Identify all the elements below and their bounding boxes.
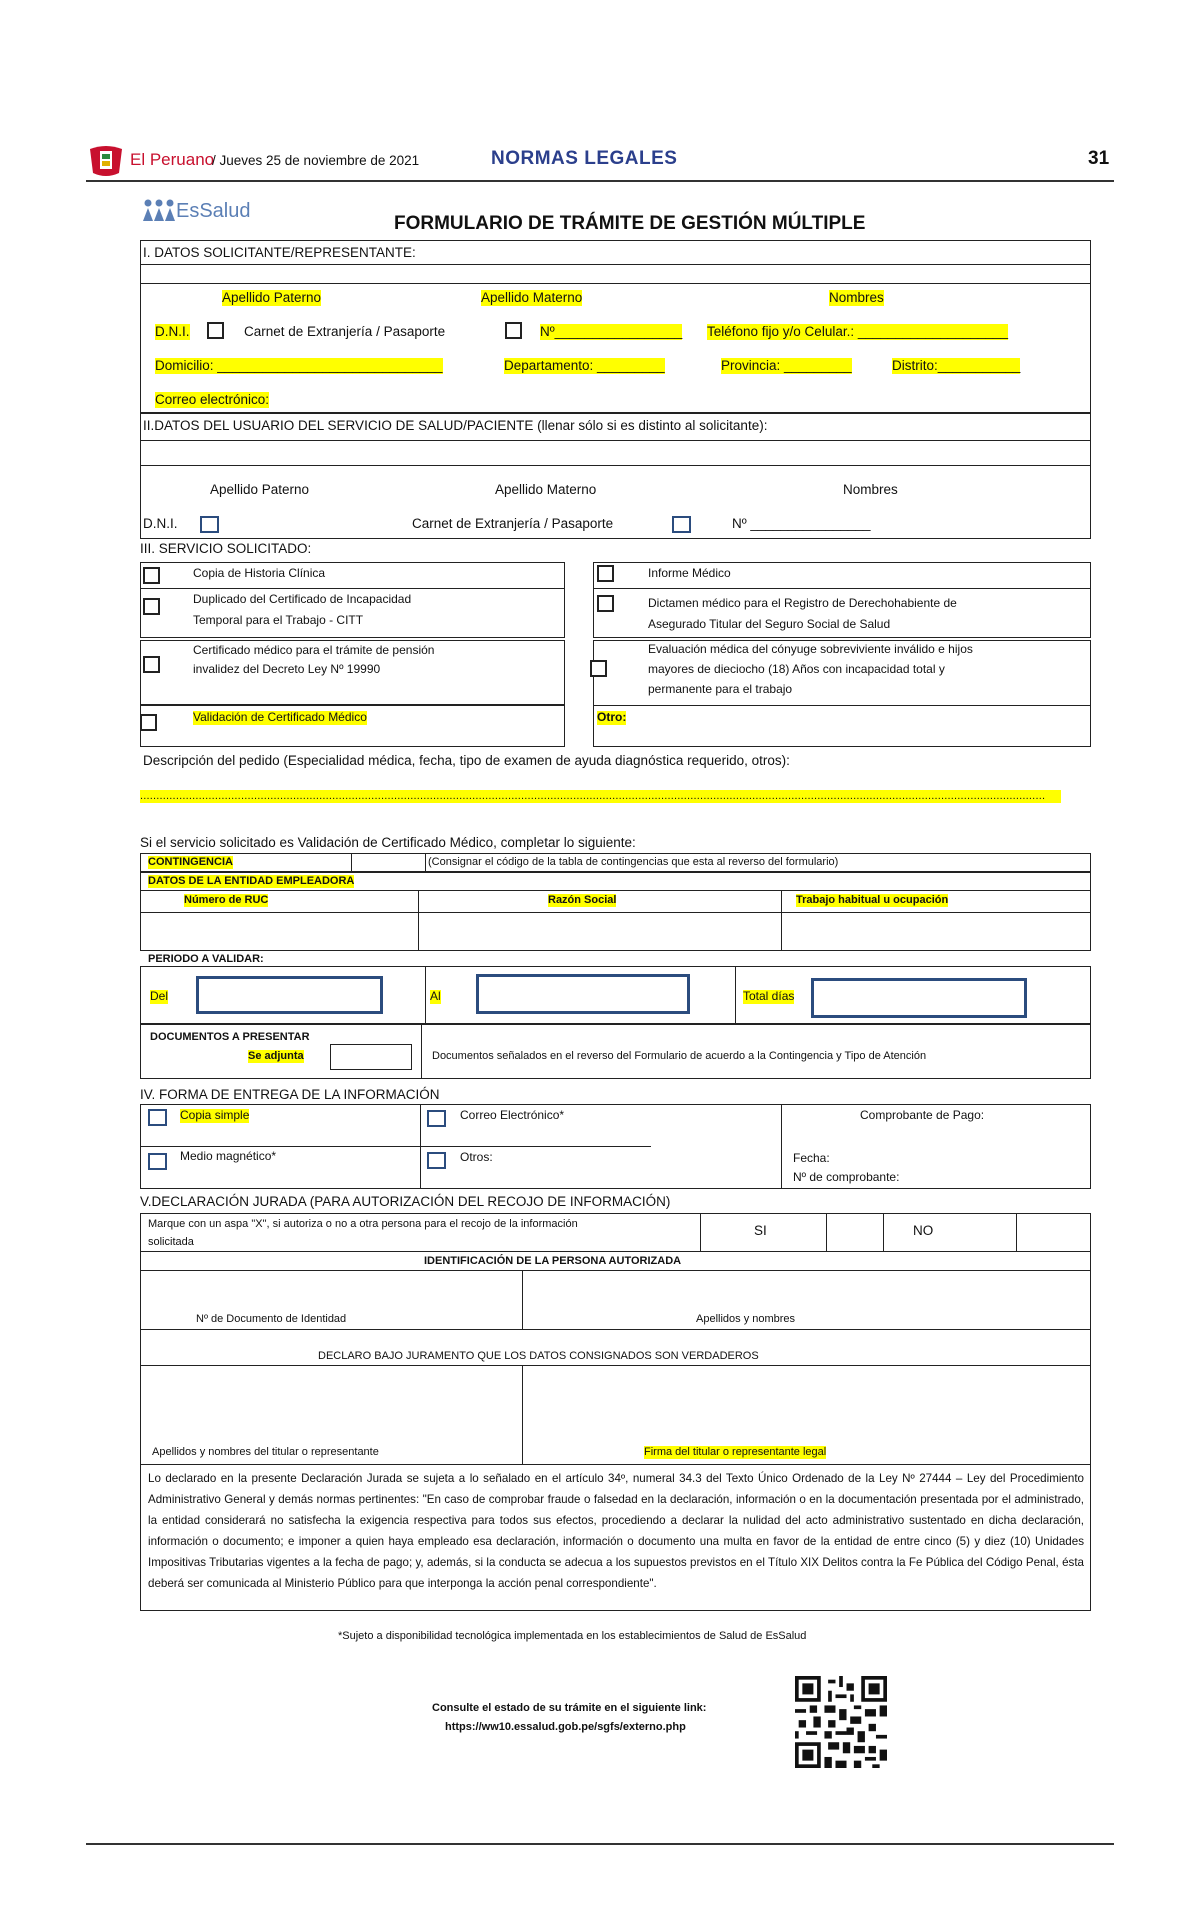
form-title: FORMULARIO DE TRÁMITE DE GESTIÓN MÚLTIPLE	[394, 213, 866, 234]
copia-simple-checkbox[interactable]	[148, 1109, 167, 1126]
si-answer-cell[interactable]	[827, 1214, 882, 1250]
evaluacion-checkbox[interactable]	[590, 660, 607, 677]
label-si: SI	[754, 1223, 767, 1238]
section-1-title: I. DATOS SOLICITANTE/REPRESENTANTE:	[143, 245, 416, 260]
publication-date: / Jueves 25 de noviembre de 2021	[212, 153, 420, 168]
carnet-2-checkbox[interactable]	[672, 516, 691, 533]
s5-div-1	[140, 1251, 1091, 1252]
label-identificacion: IDENTIFICACIÓN DE LA PERSONA AUTORIZADA	[424, 1255, 682, 1267]
s5-div-2	[140, 1270, 1091, 1271]
label-contingencia: CONTINGENCIA	[148, 856, 233, 868]
service-right-bottom-divider	[593, 705, 1091, 706]
field-2-numero[interactable]: Nº ________________	[732, 516, 871, 531]
label-ruc: Número de RUC	[184, 894, 269, 906]
label-apellido-materno: Apellido Materno	[481, 290, 583, 305]
page-number: 31	[1088, 148, 1110, 169]
service-left-divider	[140, 588, 565, 589]
documentos-vdiv	[421, 1024, 422, 1079]
descripcion-label: Descripción del pedido (Especialidad médica, fecha, tipo de examen de ayuda diagnóstica requerido, otros):	[143, 753, 790, 768]
entidad-div-2	[140, 912, 1091, 913]
label-declaro: DECLARO BAJO JURAMENTO QUE LOS DATOS CONSIGNADOS SON VERDADEROS	[318, 1350, 759, 1362]
label-nombres: Nombres	[829, 290, 884, 305]
service-otro[interactable]: Otro:	[597, 710, 627, 724]
section-4-title: IV. FORMA DE ENTREGA DE LA INFORMACIÓN	[140, 1087, 440, 1102]
label-apellido-paterno: Apellido Paterno	[222, 290, 322, 305]
validacion-intro: Si el servicio solicitado es Validación de Certificado Médico, completar lo siguiente:	[140, 835, 636, 850]
field-numero[interactable]: Nº_________________	[540, 324, 683, 339]
label-entidad: DATOS DE LA ENTIDAD EMPLEADORA	[148, 875, 355, 887]
label-del: Del	[150, 989, 169, 1003]
s5-div-3	[140, 1329, 1091, 1330]
peru-coat-of-arms-icon	[86, 143, 126, 179]
label-medio: Medio magnético*	[180, 1149, 277, 1163]
field-correo[interactable]: Correo electrónico:	[155, 392, 270, 407]
label-firma: Firma del titular o representante legal	[644, 1446, 827, 1458]
label-titular: Apellidos y nombres del titular o representante	[152, 1446, 379, 1458]
marque-l2: solicitada	[148, 1236, 194, 1248]
label-apellidos-nombres: Apellidos y nombres	[696, 1313, 796, 1325]
entidad-vdiv-1	[418, 890, 419, 951]
field-distrito[interactable]: Distrito:___________	[892, 358, 1021, 373]
section-4-vdiv-1	[420, 1104, 421, 1189]
section-2-title: II.DATOS DEL USUARIO DEL SERVICIO DE SALUD/PACIENTE (llenar sólo si es distinto al solicitante):	[143, 418, 768, 433]
service-evaluacion-l2: mayores de dieciocho (18) Años con incapacidad total y	[648, 662, 945, 676]
service-evaluacion-l3: permanente para el trabajo	[648, 682, 793, 696]
service-right-divider	[593, 588, 1091, 589]
label-2-dni: D.N.I.	[143, 516, 178, 531]
al-input[interactable]	[476, 974, 690, 1014]
copia-historia-checkbox[interactable]	[143, 567, 160, 584]
s5-vdiv-6	[522, 1365, 523, 1464]
dni-checkbox[interactable]	[207, 322, 224, 339]
label-documentos: DOCUMENTOS A PRESENTAR	[150, 1031, 310, 1043]
label-trabajo: Trabajo habitual u ocupación	[796, 894, 949, 906]
section-2-divider-2	[140, 465, 1091, 466]
descripcion-field[interactable]: ......................................................................................................................................................................................................................................................................................	[140, 790, 1061, 803]
carnet-checkbox[interactable]	[505, 322, 522, 339]
service-duplicado-l2: Temporal para el Trabajo - CITT	[193, 613, 364, 627]
label-periodo: PERIODO A VALIDAR:	[148, 953, 264, 965]
section-name: NORMAS LEGALES	[491, 148, 678, 169]
label-no: NO	[913, 1223, 934, 1238]
entidad-vdiv-2	[781, 890, 782, 951]
label-documento-identidad: Nº de Documento de Identidad	[196, 1313, 347, 1325]
service-duplicado-l1: Duplicado del Certificado de Incapacidad	[193, 592, 412, 606]
validacion-checkbox[interactable]	[140, 714, 157, 731]
field-departamento[interactable]: Departamento: _________	[504, 358, 665, 373]
label-total: Total días	[743, 989, 795, 1003]
label-2-carnet: Carnet de Extranjería / Pasaporte	[412, 516, 614, 531]
section-5-title: V.DECLARACIÓN JURADA (PARA AUTORIZACIÓN DEL RECOJO DE INFORMACIÓN)	[140, 1194, 671, 1209]
section-4-vdiv-2	[781, 1104, 782, 1189]
no-answer-cell[interactable]	[1017, 1214, 1090, 1250]
service-evaluacion-l1: Evaluación médica del cónyuge sobreviviente inválido e hijos	[648, 642, 973, 656]
total-input[interactable]	[811, 978, 1027, 1018]
section-1-divider-1	[140, 264, 1091, 265]
periodo-vdiv-1	[425, 966, 426, 1024]
section-2-divider-1	[140, 440, 1091, 441]
label-carnet: Carnet de Extranjería / Pasaporte	[244, 324, 446, 339]
section-4-divider	[140, 1146, 651, 1147]
medio-checkbox[interactable]	[148, 1153, 167, 1170]
label-numero-comprobante: Nº de comprobante:	[793, 1170, 900, 1184]
service-informe: Informe Médico	[648, 566, 731, 580]
essalud-logo: EsSalud	[176, 200, 251, 222]
label-2-nombres: Nombres	[843, 482, 898, 497]
s5-vdiv-1	[700, 1213, 701, 1251]
certificado-pension-checkbox[interactable]	[143, 656, 160, 673]
correo-checkbox[interactable]	[427, 1110, 446, 1127]
qr-code-icon[interactable]	[795, 1676, 887, 1768]
duplicado-citt-checkbox[interactable]	[143, 598, 160, 615]
label-razon: Razón Social	[548, 894, 617, 906]
legal-text: Lo declarado en la presente Declaración Jurada se sujeta a lo señalado en el artículo 34º, numeral 34.3 del Texto Único Ordenado de la Ley Nº 27444 – Ley del Procedimiento Administrativo General y demás normas pertinentes: "En caso de comprobar fraude o falsedad en la declaración, información o en la documentación presentada por el administrado, la entidad considerará no satisfecha la exigencia respectiva para todos sus efectos, procediendo a declarar la nulidad del acto administrativo sustentado en dicha declaración, información o documento; e imponer a quien haya empleado esa declaración, información o documento una multa en favor de la entidad de entre cinco (5) y diez (10) Unidades Impositivas Tributarias vigentes a la fecha de pago; y, además, si la conducta se adecua a los supuestos previstos en el Título XIX Delitos contra la Fe Pública del Código Penal, ésta deberá ser comunicada al Ministerio Público para que interponga la acción penal correspondiente".	[148, 1472, 1084, 1590]
footer-note: *Sujeto a disponibilidad tecnológica implementada en los establecimientos de Salud de EsSalud	[338, 1630, 807, 1642]
label-fecha: Fecha:	[793, 1151, 830, 1165]
s5-vdiv-5	[522, 1270, 523, 1329]
contingencia-note: (Consignar el código de la tabla de contingencias que esta al reverso del formulario)	[428, 856, 839, 868]
marque-l1: Marque con un aspa "X", si autoriza o no a otra persona para el recojo de la información	[148, 1218, 578, 1230]
footer-rule	[86, 1843, 1114, 1845]
dni-2-checkbox[interactable]	[200, 516, 219, 533]
label-correo: Correo Electrónico*	[460, 1108, 565, 1122]
publication-name: El Peruano	[130, 150, 215, 169]
service-validacion: Validación de Certificado Médico	[193, 710, 367, 724]
periodo-vdiv-2	[735, 966, 736, 1024]
label-2-apellido-materno: Apellido Materno	[495, 482, 597, 497]
footer-consulte: Consulte el estado de su trámite en el siguiente link:	[432, 1702, 707, 1714]
entidad-div-1	[140, 890, 1091, 891]
dictamen-checkbox[interactable]	[597, 595, 614, 612]
field-domicilio[interactable]: Domicilio: ______________________________	[155, 358, 443, 373]
section-3-title: III. SERVICIO SOLICITADO:	[140, 541, 312, 556]
label-adjunta: Se adjunta	[248, 1050, 304, 1062]
informe-checkbox[interactable]	[597, 565, 614, 582]
service-certificado-l2: invalidez del Decreto Ley Nº 19990	[193, 662, 381, 676]
field-provincia[interactable]: Provincia: _________	[721, 358, 852, 373]
header-rule	[86, 180, 1114, 182]
adjunta-input[interactable]	[330, 1044, 412, 1070]
label-dni: D.N.I.	[155, 324, 190, 339]
service-certificado-l1: Certificado médico para el trámite de pensión	[193, 643, 435, 657]
service-copia-historia: Copia de Historia Clínica	[193, 566, 326, 580]
label-2-apellido-paterno: Apellido Paterno	[210, 482, 310, 497]
contingencia-div-2	[425, 853, 426, 872]
label-copia-simple: Copia simple	[180, 1108, 250, 1122]
s5-vdiv-3	[883, 1213, 884, 1251]
s5-div-4	[140, 1365, 1091, 1366]
footer-link[interactable]: https://ww10.essalud.gob.pe/sgfs/externo.php	[445, 1721, 686, 1733]
del-input[interactable]	[196, 976, 383, 1014]
s5-div-5	[140, 1464, 1091, 1465]
otros-checkbox[interactable]	[427, 1152, 446, 1169]
label-al: Al	[430, 989, 441, 1003]
documentos-note: Documentos señalados en el reverso del Formulario de acuerdo a la Contingencia y Tipo de Atención	[432, 1050, 927, 1062]
field-telefono[interactable]: Teléfono fijo y/o Celular.: ____________________	[707, 324, 1008, 339]
label-otros: Otros:	[460, 1150, 493, 1164]
service-dictamen-l2: Asegurado Titular del Seguro Social de Salud	[648, 617, 891, 631]
label-comprobante: Comprobante de Pago:	[860, 1108, 985, 1122]
contingencia-div-1	[351, 853, 352, 872]
service-dictamen-l1: Dictamen médico para el Registro de Derechohabiente de	[648, 596, 957, 610]
section-1-divider-2	[140, 283, 1091, 284]
essalud-people-icon	[141, 199, 177, 223]
